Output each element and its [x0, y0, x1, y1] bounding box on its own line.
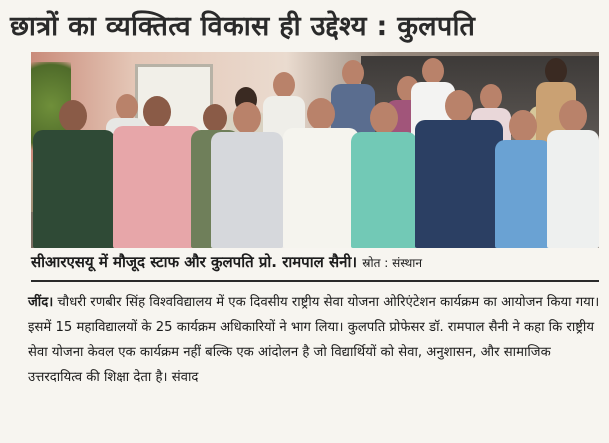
caption-source: स्रोत : संस्थान — [362, 256, 423, 270]
group-photo — [31, 52, 599, 248]
article-text: चौधरी रणबीर सिंह विश्वविद्यालय में एक दिवसीय राष्ट्रीय सेवा योजना ओरिएंटेशन कार्यक्रम का आयोजन किया गया। इसमें 15 महाविद्यालयों के 25 कार्यक्रम अधिकारियों ने भाग लिया। कुलपति प्रोफेसर डॉ. रामपाल सैनी ने कहा कि राष्ट्रीय सेवा योजना केवल एक कार्यक्रम नहीं बल्कि एक आंदोलन है जो विद्यार्थियों को सेवा, अनुशासन, और सामाजिक उत्तरदायित्व की शिक्षा देता है। — [28, 295, 600, 385]
photo-person — [33, 100, 115, 248]
photo-person — [283, 98, 359, 248]
caption-text: सीआरएसयू में मौजूद स्टाफ और कुलपति प्रो. रामपाल सैनी। — [31, 253, 358, 271]
article-dateline: जींद। — [28, 295, 54, 310]
section-divider — [31, 280, 599, 282]
article-byline: संवाद — [171, 370, 199, 385]
article-body — [28, 290, 600, 390]
photo-person — [495, 110, 551, 248]
photo-person — [547, 100, 599, 248]
photo-person — [415, 90, 503, 248]
photo-caption — [31, 250, 591, 274]
photo-person — [351, 102, 417, 248]
photo-person — [113, 96, 201, 248]
headline: छात्रों का व्यक्तित्व विकास ही उद्देश्य : कुलपति — [10, 11, 476, 42]
photo-person — [211, 102, 283, 248]
